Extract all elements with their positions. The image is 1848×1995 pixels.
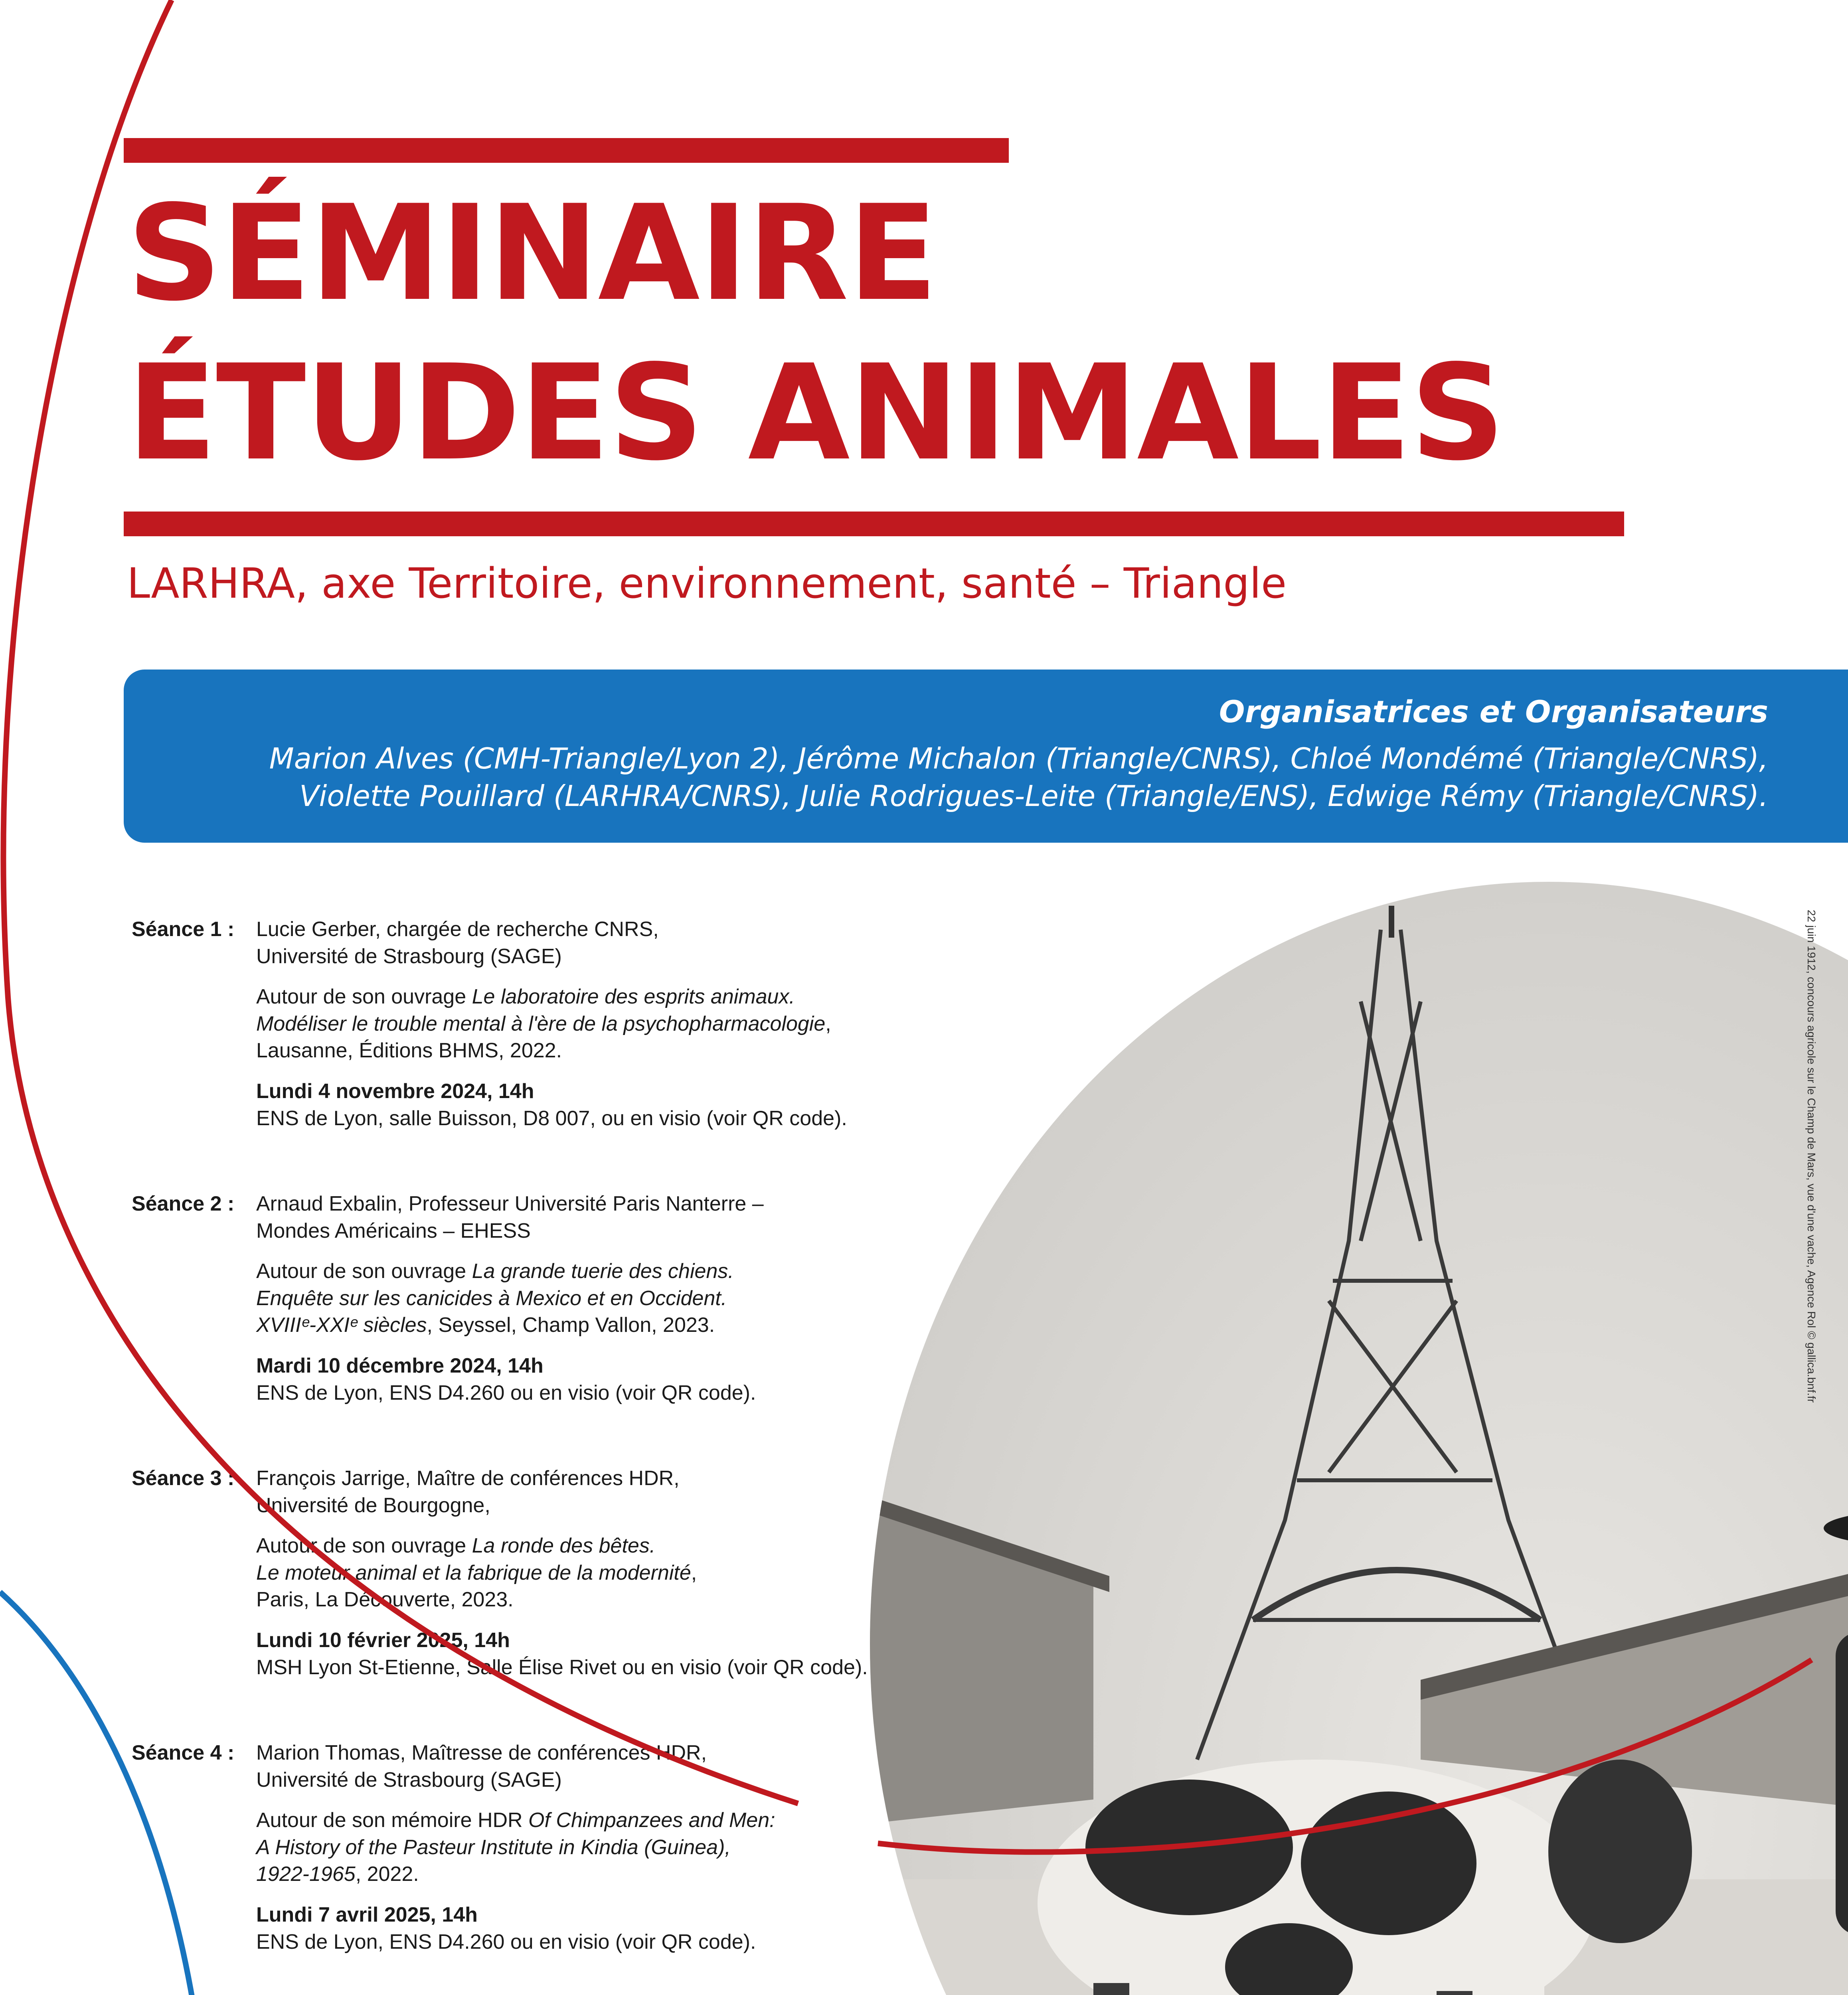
organizers-banner xyxy=(124,670,1848,843)
page-title-line-1: SÉMINAIRE xyxy=(127,177,937,330)
session-label: Séance 2 : xyxy=(132,1192,235,1215)
work-line: A History of the Pasteur Institute in Kindia (Guinea), xyxy=(256,1835,731,1859)
speaker-line: François Jarrige, Maître de conférences HDR, xyxy=(256,1467,680,1490)
session-date: Lundi 10 février 2025, 14h xyxy=(256,1628,510,1652)
photo-credit: 22 juin 1912, concours agricole sur le Champ de Mars, vue d'une vache, Agence Rol © gallica.bnf.fr xyxy=(1805,910,1818,1403)
organizers-heading: Organisatrices et Organisateurs xyxy=(1219,694,1768,729)
title-bottom-bar xyxy=(124,512,1624,536)
work-line: Le moteur animal et la fabrique de la modernité, xyxy=(256,1561,697,1584)
speaker-line: Marion Thomas, Maîtresse de conférences HDR, xyxy=(256,1741,707,1764)
page-subtitle: LARHRA, axe Territoire, environnement, santé – Triangle xyxy=(127,559,1287,608)
session-place: MSH Lyon St-Etienne, Salle Élise Rivet ou en visio (voir QR code). xyxy=(256,1655,868,1679)
speaker-line: Université de Strasbourg (SAGE) xyxy=(256,1768,562,1792)
title-top-bar xyxy=(124,138,1009,163)
work-line: Autour de son ouvrage La grande tuerie des chiens. xyxy=(256,1260,734,1283)
page-title-line-2: ÉTUDES ANIMALES xyxy=(127,336,1504,490)
photo-illustration xyxy=(870,882,1848,1995)
session-place: ENS de Lyon, salle Buisson, D8 007, ou en visio (voir QR code). xyxy=(256,1106,847,1130)
session-date: Lundi 7 avril 2025, 14h xyxy=(256,1903,478,1926)
work-line: XVIIIᵉ-XXIᵉ siècles, Seyssel, Champ Vallon, 2023. xyxy=(256,1314,715,1337)
speaker-line: Arnaud Exbalin, Professeur Université Paris Nanterre – xyxy=(256,1192,764,1215)
speaker-line: Université de Bourgogne, xyxy=(256,1493,490,1517)
work-line: Paris, La Découverte, 2023. xyxy=(256,1588,514,1612)
organizers-line-1: Marion Alves (CMH-Triangle/Lyon 2), Jérôme Michalon (Triangle/CNRS), Chloé Mondémé (Triangle/CNRS), xyxy=(269,742,1768,776)
work-line: Autour de son ouvrage Le laboratoire des esprits animaux. xyxy=(256,985,795,1009)
organizers-line-2: Violette Pouillard (LARHRA/CNRS), Julie Rodrigues-Leite (Triangle/ENS), Edwige Rémy (Triangle/CNRS). xyxy=(299,779,1768,813)
session-label: Séance 3 : xyxy=(132,1467,235,1490)
work-line: 1922-1965, 2022. xyxy=(256,1863,419,1886)
session-place: ENS de Lyon, ENS D4.260 ou en visio (voir QR code). xyxy=(256,1930,756,1954)
eiffel-tower-shape xyxy=(1197,930,1596,1760)
historical-photo-cow-eiffel-tower xyxy=(870,882,1848,1995)
session-place: ENS de Lyon, ENS D4.260 ou en visio (voir QR code). xyxy=(256,1381,756,1404)
session-date: Lundi 4 novembre 2024, 14h xyxy=(256,1079,534,1103)
speaker-line: Université de Strasbourg (SAGE) xyxy=(256,944,562,968)
work-line: Autour de son ouvrage La ronde des bêtes. xyxy=(256,1534,656,1558)
work-line: Modéliser le trouble mental à l'ère de la psychopharmacologie, xyxy=(256,1012,831,1035)
speaker-line: Mondes Américains – EHESS xyxy=(256,1219,531,1242)
speaker-line: Lucie Gerber, chargée de recherche CNRS, xyxy=(256,918,659,941)
session-date: Mardi 10 décembre 2024, 14h xyxy=(256,1354,544,1377)
work-line: Enquête sur les canicides à Mexico et en Occident. xyxy=(256,1286,727,1310)
work-line: Lausanne, Éditions BHMS, 2022. xyxy=(256,1039,562,1063)
session-label: Séance 4 : xyxy=(132,1741,235,1764)
work-line: Autour de son mémoire HDR Of Chimpanzees and Men: xyxy=(256,1809,775,1832)
session-label: Séance 1 : xyxy=(132,918,235,941)
blue-arc-bottom xyxy=(0,1592,210,1995)
